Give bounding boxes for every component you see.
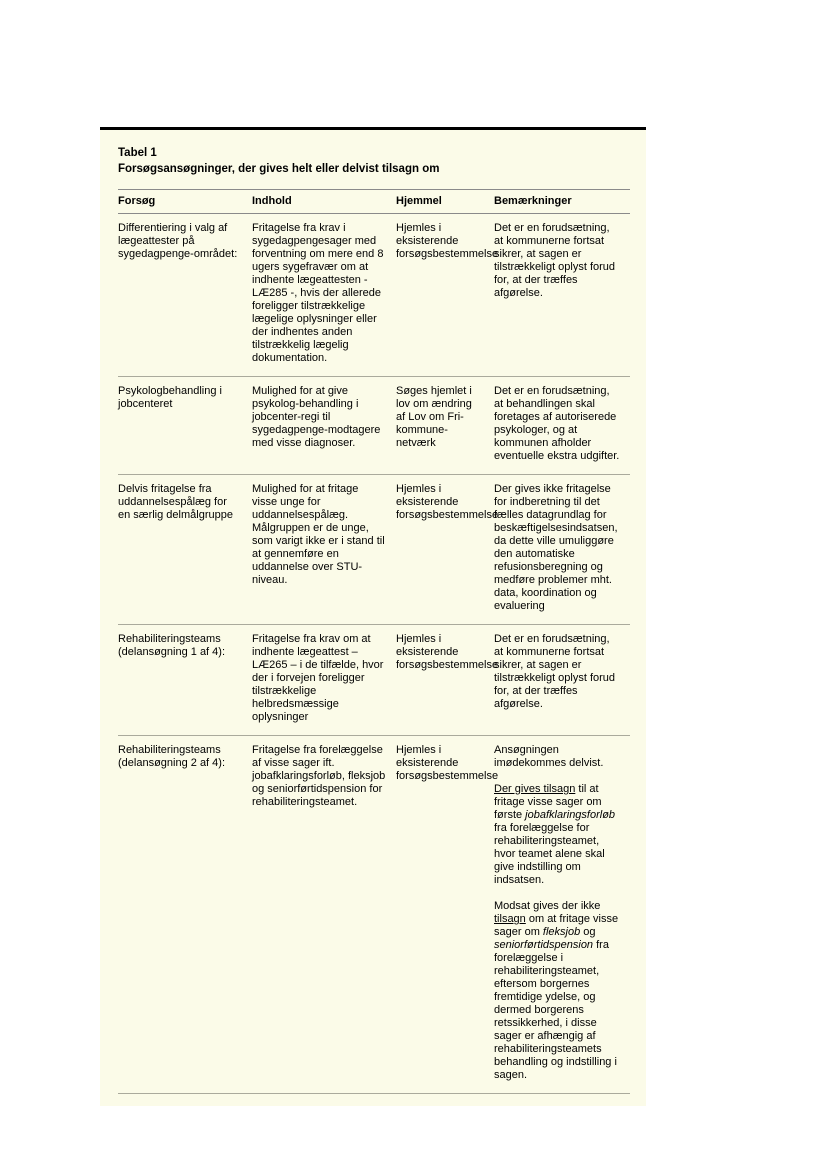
cell-forsog: Delvis fritagelse fra uddannelsespålæg for en særlig delmålgruppe	[118, 475, 252, 625]
column-header-forsog: Forsøg	[118, 190, 252, 214]
table-subtitle: Forsøgsansøgninger, der gives helt eller delvist tilsagn om	[118, 163, 440, 175]
cell-forsog: Differentiering i valg af lægeattester på sygedagpenge-området:	[118, 214, 252, 377]
column-header-indhold: Indhold	[252, 190, 396, 214]
cell-hjemmel: Hjemles i eksisterende forsøgsbestemmelse	[396, 736, 494, 1094]
cell-forsog: Rehabiliteringsteams (delansøgning 2 af 4):	[118, 736, 252, 1094]
cell-bemaerkninger: Det er en forudsætning, at kommunerne fortsat sikrer, at sagen er tilstrækkeligt oplyst forud for, at der træffes afgørelse.	[494, 214, 630, 377]
table-row	[118, 475, 630, 625]
table-row	[118, 214, 630, 377]
cell-indhold: Fritagelse fra krav om at indhente lægeattest – LÆ265 – i de tilfælde, hvor der i forvejen foreligger tilstrækkelige helbredsmæssige oplysninger	[252, 625, 396, 736]
table-header-row	[118, 190, 630, 214]
cell-forsog: Psykologbehandling i jobcenteret	[118, 377, 252, 475]
cell-hjemmel: Hjemles i eksisterende forsøgsbestemmelse	[396, 475, 494, 625]
table-title: Tabel 1	[118, 147, 157, 159]
tilsagn-table	[118, 189, 630, 1094]
cell-indhold: Fritagelse fra forelæggelse af visse sager ift. jobafklaringsforløb, fleksjob og seniorførtidspension for rehabiliteringsteamet.	[252, 736, 396, 1094]
cell-indhold: Mulighed for at give psykolog-behandling i jobcenter-regi til sygedagpenge-modtagere med visse diagnoser.	[252, 377, 396, 475]
cell-hjemmel: Søges hjemlet i lov om ændring af Lov om Fri-kommune-netværk	[396, 377, 494, 475]
cell-indhold: Mulighed for at fritage visse unge for uddannelsespålæg. Målgruppen er de unge, som varigt ikke er i stand til at gennemføre en uddannelse over STU-niveau.	[252, 475, 396, 625]
table-row	[118, 377, 630, 475]
cell-forsog: Rehabiliteringsteams (delansøgning 1 af 4):	[118, 625, 252, 736]
table-row	[118, 625, 630, 736]
column-header-hjemmel: Hjemmel	[396, 190, 494, 214]
cell-bemaerkninger: Ansøgningen imødekommes delvist. Der gives tilsagn til at fritage visse sager om første jobafklaringsforløb fra forelæggelse for rehabiliteringsteamet, hvor teamet alene skal give indstilling om indsatsen. Modsat gives der ikke tilsagn om at fritage visse sager om fleksjob og seniorførtidspension fra forelæggelse i rehabiliteringsteamet, eftersom borgernes fremtidige ydelse, og dermed borgerens retssikkerhed, i disse sager er afhængig af rehabiliteringsteamets behandling og indstilling i sagen.	[494, 736, 630, 1094]
table-row	[118, 736, 630, 1094]
column-header-bemaerkninger: Bemærkninger	[494, 190, 630, 214]
cell-indhold: Fritagelse fra krav i sygedagpengesager med forventning om mere end 8 ugers sygefravær om at indhente lægeattesten - LÆ285 -, hvis der allerede foreligger tilstrækkelige lægelige oplysninger eller der indhentes anden tilstrækkelig lægelig dokumentation.	[252, 214, 396, 377]
cell-hjemmel: Hjemles i eksisterende forsøgsbestemmelse	[396, 625, 494, 736]
cell-bemaerkninger: Det er en forudsætning, at kommunerne fortsat sikrer, at sagen er tilstrækkeligt oplyst forud for, at der træffes afgørelse.	[494, 625, 630, 736]
tabel-1-block	[100, 127, 646, 1106]
cell-bemaerkninger: Det er en forudsætning, at behandlingen skal foretages af autoriserede psykologer, og at kommunen afholder eventuelle ekstra udgifter.	[494, 377, 630, 475]
cell-hjemmel: Hjemles i eksisterende forsøgsbestemmelse	[396, 214, 494, 377]
cell-bemaerkninger: Der gives ikke fritagelse for indberetning til det fælles datagrundlag for beskæftigelsesindsatsen, da dette ville umuliggøre den automatiske refusionsberegning og medføre problemer mht. data, koordination og evaluering	[494, 475, 630, 625]
